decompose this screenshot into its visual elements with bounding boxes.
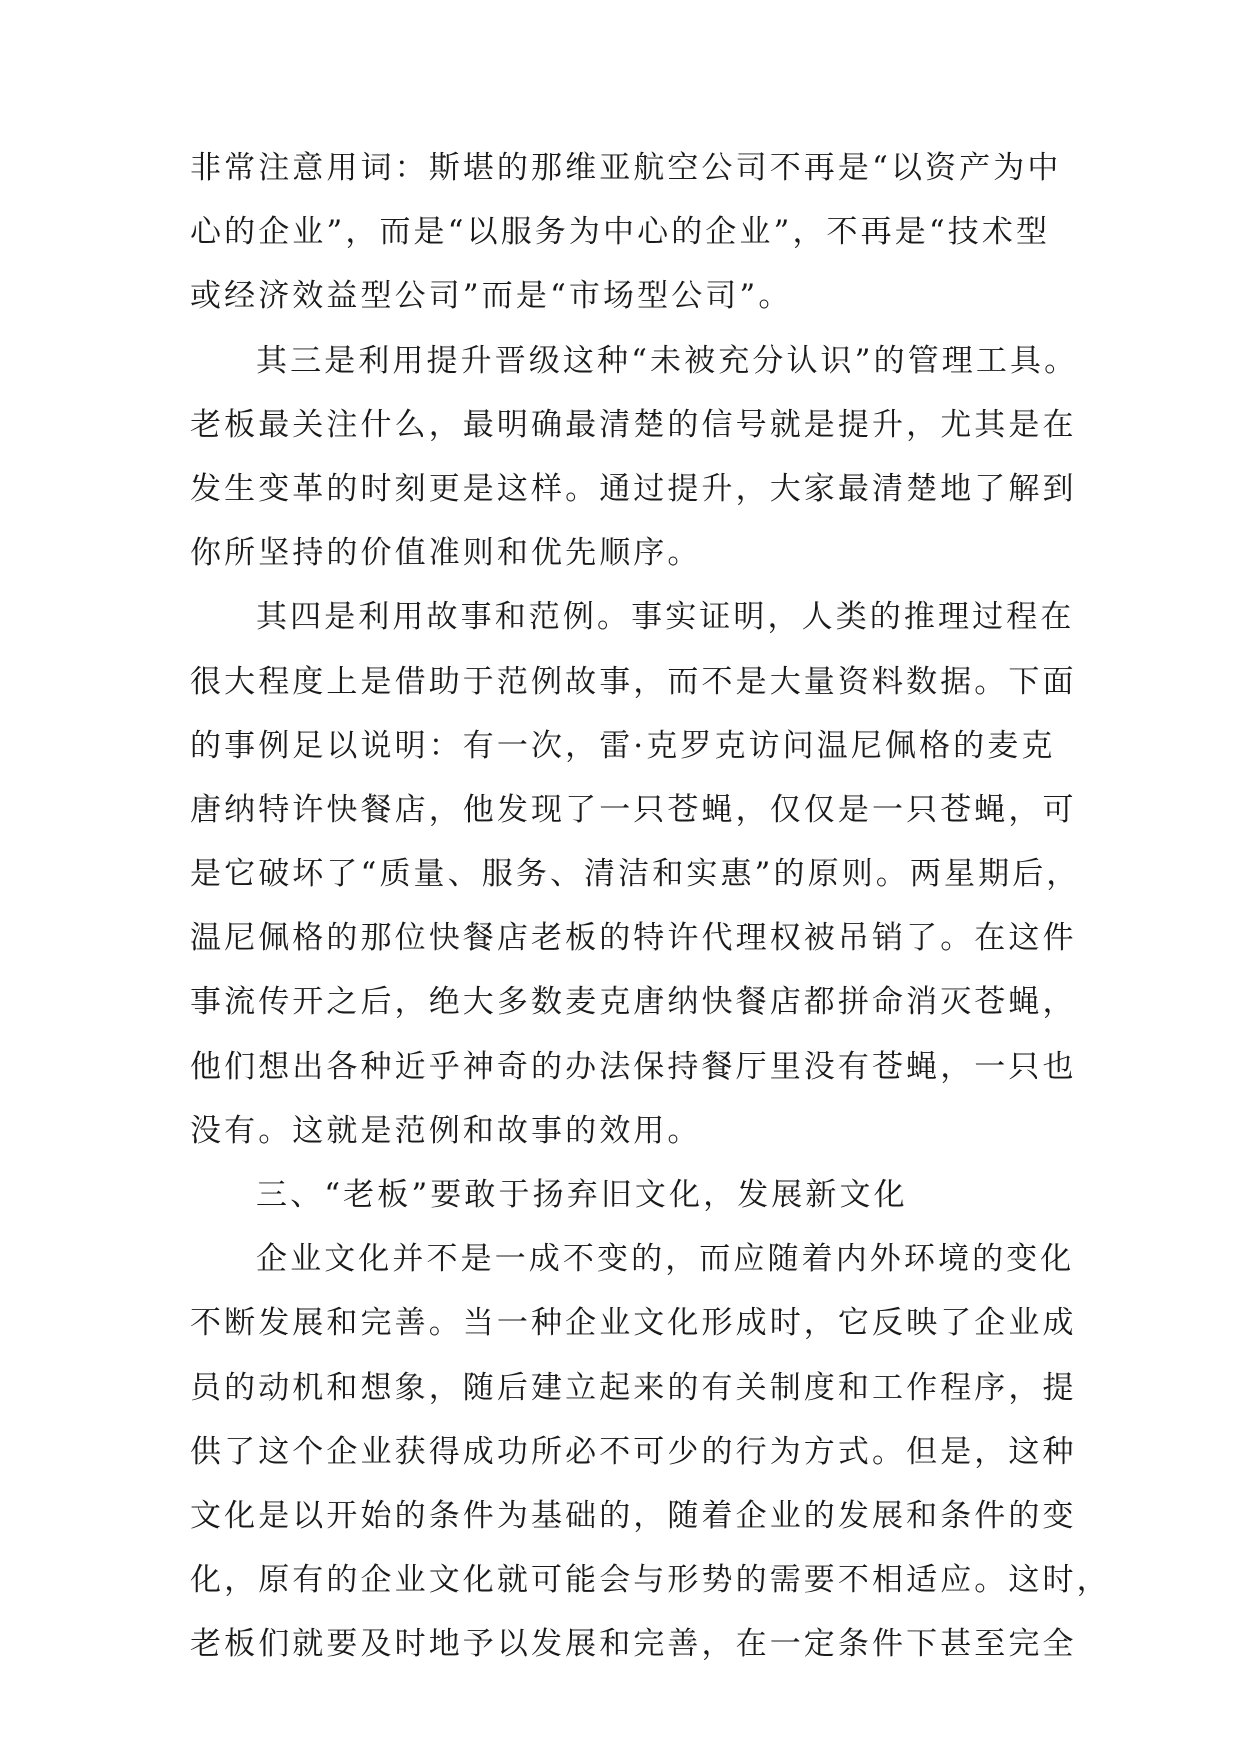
document-page [190, 136, 1111, 1677]
text-line: 或经济效益型公司”而是“市场型公司”。 [190, 278, 793, 315]
text-line: 很大程度上是借助于范例故事，而不是大量资料数据。下面 [190, 663, 1077, 700]
text-line: 他们想出各种近乎神奇的办法保持餐厅里没有苍蝇，一只也 [190, 1048, 1077, 1085]
paragraph-start-line: 企业文化并不是一成不变的，而应随着内外环境的变化 [256, 1241, 1075, 1278]
text-line: 供了这个企业获得成功所必不可少的行为方式。但是，这种 [190, 1433, 1077, 1470]
text-line: 是它破坏了“质量、服务、清洁和实惠”的原则。两星期后， [190, 856, 1081, 893]
text-line: 心的企业”，而是“以服务为中心的企业”，不再是“技术型 [190, 214, 1051, 251]
text-line: 非常注意用词：斯堪的那维亚航空公司不再是“以资产为中 [190, 150, 1062, 186]
text-line: 老板们就要及时地予以发展和完善，在一定条件下甚至完全 [190, 1626, 1077, 1663]
text-line: 老板最关注什么，最明确最清楚的信号就是提升，尤其是在 [190, 406, 1077, 443]
section-heading: 三、“老板”要敢于扬弃旧文化，发展新文化 [256, 1177, 908, 1213]
paragraph-start-line: 其四是利用故事和范例。事实证明，人类的推理过程在 [256, 599, 1075, 636]
text-line: 文化是以开始的条件为基础的，随着企业的发展和条件的变 [190, 1497, 1077, 1534]
text-line: 化，原有的企业文化就可能会与形势的需要不相适应。这时， [190, 1562, 1111, 1599]
text-line: 没有。这就是范例和故事的效用。 [190, 1112, 702, 1149]
text-line: 温尼佩格的那位快餐店老板的特许代理权被吊销了。在这件 [190, 920, 1077, 957]
text-line: 事流传开之后，绝大多数麦克唐纳快餐店都拼命消灭苍蝇， [190, 984, 1077, 1021]
text-line: 发生变革的时刻更是这样。通过提升，大家最清楚地了解到 [190, 470, 1077, 507]
text-line: 的事例足以说明：有一次，雷·克罗克访问温尼佩格的麦克 [190, 727, 1056, 764]
text-line: 唐纳特许快餐店，他发现了一只苍蝇，仅仅是一只苍蝇，可 [190, 791, 1077, 828]
text-line: 员的动机和想象，随后建立起来的有关制度和工作程序，提 [190, 1369, 1077, 1406]
text-line: 不断发展和完善。当一种企业文化形成时，它反映了企业成 [190, 1305, 1077, 1342]
paragraph-start-line: 其三是利用提升晋级这种“未被充分认识”的管理工具。 [256, 342, 1079, 379]
text-line: 你所坚持的价值准则和优先顺序。 [190, 535, 702, 572]
